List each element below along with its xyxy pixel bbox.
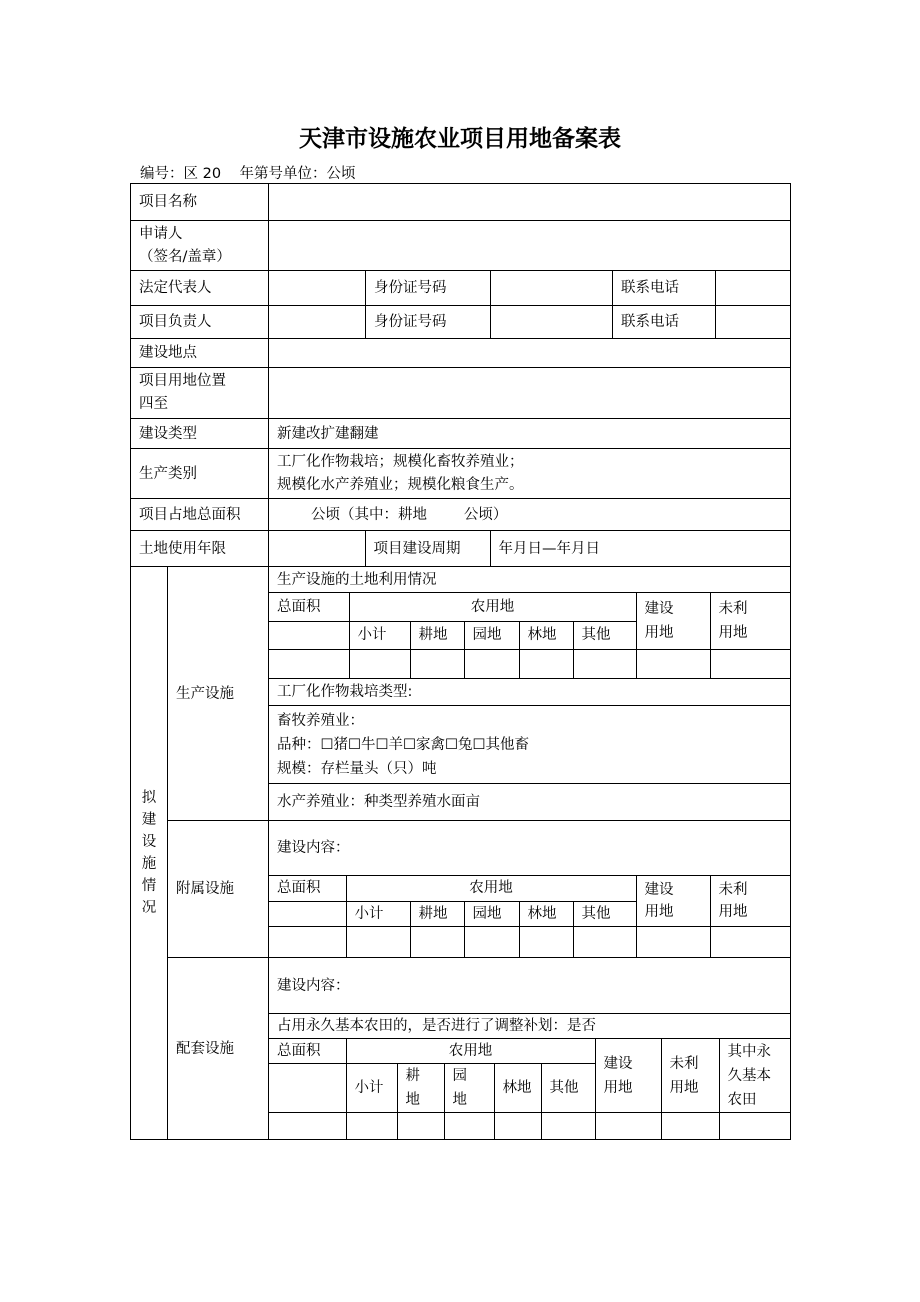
aux-unused: 未利 用地: [710, 876, 790, 926]
field-legal-rep[interactable]: [269, 271, 366, 306]
lt-value-total[interactable]: [269, 649, 349, 678]
label-land-term: 土地使用年限: [131, 531, 269, 567]
field-project-name[interactable]: [269, 184, 791, 221]
sup-value-forest[interactable]: [494, 1113, 541, 1139]
lt-farmland: 农用地: [349, 593, 636, 621]
factory-crop-type: 工厂化作物栽培类型:: [269, 679, 791, 706]
label-project-lead: 项目负责人: [131, 306, 269, 339]
field-legal-rep-id[interactable]: [491, 271, 613, 306]
field-project-lead-id[interactable]: [491, 306, 613, 339]
label-supporting-facilities: 配套设施: [168, 958, 269, 1140]
sup-unused: 未利 用地: [661, 1039, 719, 1113]
permanent-farmland-question: 占用永久基本农田的，是否进行了调整补划：是否: [269, 1014, 791, 1039]
label-legal-rep-id: 身份证号码: [366, 271, 491, 306]
production-land-use-title: 生产设施的土地利用情况: [269, 567, 791, 593]
sup-subtotal: 小计: [346, 1063, 397, 1112]
field-site[interactable]: [269, 339, 791, 368]
aux-value-total[interactable]: [269, 926, 346, 957]
label-total-area: 项目占地总面积: [131, 499, 269, 531]
field-location[interactable]: [269, 368, 791, 419]
aux-value-subtotal[interactable]: [346, 926, 410, 957]
label-legal-rep: 法定代表人: [131, 271, 269, 306]
sup-cultivated: 耕 地: [397, 1063, 444, 1112]
sup-construction: 建设 用地: [595, 1039, 661, 1113]
lt-subtotal: 小计: [349, 621, 410, 649]
aux-subtotal: 小计: [346, 901, 410, 926]
sup-total: 总面积: [269, 1039, 346, 1063]
lt-value-subtotal[interactable]: [349, 649, 410, 678]
label-project-lead-id: 身份证号码: [366, 306, 491, 339]
aux-value-other[interactable]: [573, 926, 636, 957]
auxiliary-content[interactable]: 建设内容：: [269, 821, 791, 876]
form-number: 编号：区 20 年第号单位：公顷: [140, 166, 356, 182]
aux-farmland: 农用地: [346, 876, 636, 901]
sup-farmland: 农用地: [346, 1039, 595, 1063]
lt-cultivated: 耕地: [410, 621, 464, 649]
lt-other: 其他: [573, 621, 636, 649]
sup-value-unused[interactable]: [661, 1113, 719, 1139]
label-project-name: 项目名称: [131, 184, 269, 221]
field-project-lead[interactable]: [269, 306, 366, 339]
aux-cultivated: 耕地: [410, 901, 464, 926]
field-total-area: 公顷（其中：耕地 公顷）: [269, 499, 791, 531]
sup-other: 其他: [541, 1063, 595, 1112]
field-project-lead-phone[interactable]: [716, 306, 791, 339]
auxiliary-land-use-table: [269, 876, 790, 957]
label-legal-rep-phone: 联系电话: [613, 271, 716, 306]
lt-value-unused[interactable]: [710, 649, 790, 678]
lt-value-other[interactable]: [573, 649, 636, 678]
lt-value-garden[interactable]: [464, 649, 519, 678]
lt-forest: 林地: [519, 621, 573, 649]
sup-value-subtotal[interactable]: [346, 1113, 397, 1139]
aux-value-construction[interactable]: [636, 926, 710, 957]
lt-value-forest[interactable]: [519, 649, 573, 678]
label-build-type: 建设类型: [131, 419, 269, 449]
lt-total: 总面积: [269, 593, 349, 621]
production-land-use-table: [269, 593, 790, 678]
field-land-term[interactable]: [269, 531, 365, 566]
field-applicant[interactable]: [269, 221, 791, 271]
aux-value-garden[interactable]: [464, 926, 519, 957]
supporting-land-use-table: [269, 1039, 790, 1139]
sup-garden: 园 地: [444, 1063, 494, 1112]
aux-total: 总面积: [269, 876, 346, 901]
field-build-type: 新建改扩建翻建: [269, 419, 791, 449]
sup-forest: 林地: [494, 1063, 541, 1112]
aux-other: 其他: [573, 901, 636, 926]
aux-forest: 林地: [519, 901, 573, 926]
label-build-period: 项目建设周期: [365, 531, 490, 566]
label-location: 项目用地位置 四至: [131, 368, 269, 419]
page-title: 天津市设施农业项目用地备案表: [299, 126, 621, 152]
sup-value-construction[interactable]: [595, 1113, 661, 1139]
lt-construction: 建设 用地: [636, 593, 710, 649]
supporting-content[interactable]: 建设内容：: [269, 958, 791, 1014]
sup-value-other[interactable]: [541, 1113, 595, 1139]
sup-permanent-farmland: 其中永 久基本 农田: [719, 1039, 790, 1113]
livestock-info: 畜牧养殖业： 品种：☐猪☐牛☐羊☐家禽☐兔☐其他畜 规模：存栏量头（只）吨: [269, 706, 791, 784]
aux-value-forest[interactable]: [519, 926, 573, 957]
aux-value-cultivated[interactable]: [410, 926, 464, 957]
sup-value-total[interactable]: [269, 1113, 346, 1139]
lt-garden: 园地: [464, 621, 519, 649]
label-prod-category: 生产类别: [131, 449, 269, 499]
aquaculture-info: 水产养殖业：种类型养殖水面亩: [269, 784, 791, 821]
label-site: 建设地点: [131, 339, 269, 368]
lt-value-construction[interactable]: [636, 649, 710, 678]
field-prod-category: 工厂化作物栽培；规模化畜牧养殖业； 规模化水产养殖业；规模化粮食生产。: [269, 449, 791, 499]
section-label-planned-facilities: 拟 建 设 施 情 况: [131, 567, 168, 1140]
aux-garden: 园地: [464, 901, 519, 926]
sup-value-garden[interactable]: [444, 1113, 494, 1139]
aux-value-unused[interactable]: [710, 926, 790, 957]
sup-value-permanent[interactable]: [719, 1113, 790, 1139]
label-applicant: 申请人 （签名/盖章）: [131, 221, 269, 271]
field-legal-rep-phone[interactable]: [716, 271, 791, 306]
label-production-facilities: 生产设施: [168, 567, 269, 821]
field-build-period: 年月日—年月日: [498, 540, 600, 557]
label-auxiliary-facilities: 附属设施: [168, 821, 269, 958]
lt-value-cultivated[interactable]: [410, 649, 464, 678]
sup-value-cultivated[interactable]: [397, 1113, 444, 1139]
label-project-lead-phone: 联系电话: [613, 306, 716, 339]
filing-form-table: [130, 183, 791, 1140]
aux-construction: 建设 用地: [636, 876, 710, 926]
lt-unused: 未利 用地: [710, 593, 790, 649]
